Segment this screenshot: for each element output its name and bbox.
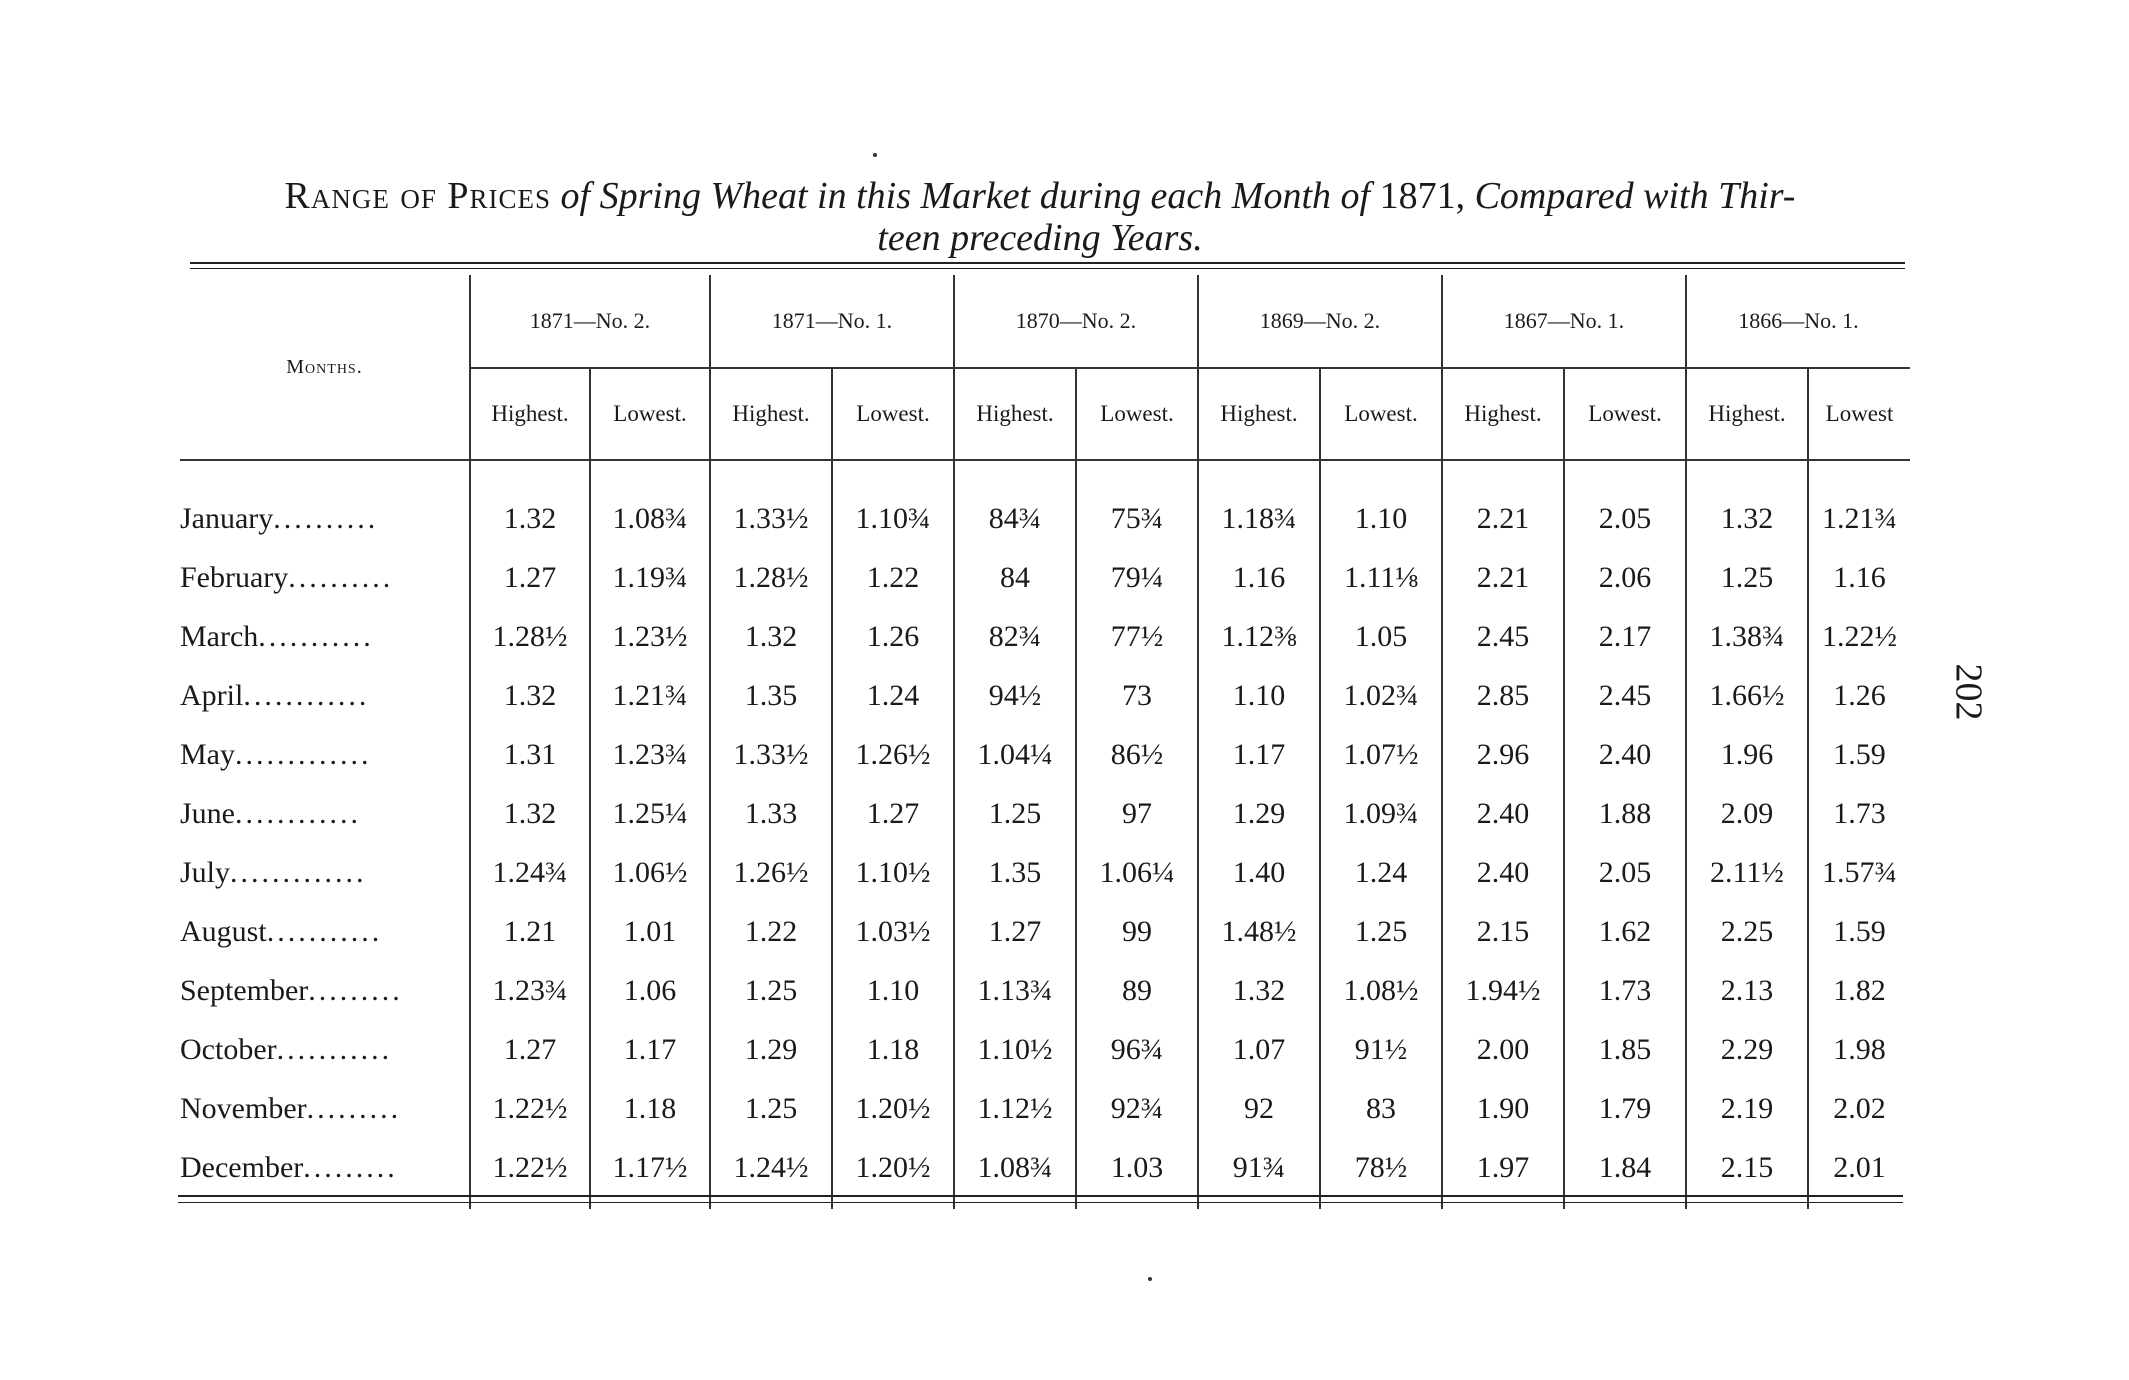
- title-prefix: Range of Prices: [284, 175, 552, 217]
- price-cell: 1.59: [1808, 902, 1910, 961]
- price-cell: 75¾: [1076, 460, 1198, 548]
- price-cell: 2.01: [1808, 1138, 1910, 1209]
- price-cell: 1.18¾: [1198, 460, 1320, 548]
- month-name: November: [180, 1091, 307, 1125]
- print-speck: [1148, 1277, 1152, 1281]
- table-row: [180, 1020, 1910, 1079]
- price-cell: 1.24: [1320, 843, 1442, 902]
- price-cell: 1.25: [710, 1079, 832, 1138]
- price-cell: 1.25¼: [590, 784, 710, 843]
- price-cell: 1.22: [832, 548, 954, 607]
- price-cell: 1.07: [1198, 1020, 1320, 1079]
- price-cell: 1.19¾: [590, 548, 710, 607]
- price-cell: 2.29: [1686, 1020, 1808, 1079]
- price-cell: 1.11⅛: [1320, 548, 1442, 607]
- month-cell: [180, 961, 470, 1020]
- price-cell: 2.45: [1442, 607, 1564, 666]
- leader-dots: ..........: [273, 501, 379, 535]
- table-row: [180, 843, 1910, 902]
- price-cell: 1.17: [590, 1020, 710, 1079]
- price-cell: 1.97: [1442, 1138, 1564, 1209]
- table-row: [180, 961, 1910, 1020]
- leader-dots: ...........: [276, 1032, 393, 1066]
- leader-dots: .........: [308, 973, 403, 1007]
- price-cell: 1.94½: [1442, 961, 1564, 1020]
- price-cell: 99: [1076, 902, 1198, 961]
- price-cell: 84¾: [954, 460, 1076, 548]
- price-cell: 1.03½: [832, 902, 954, 961]
- price-cell: 1.17½: [590, 1138, 710, 1209]
- title-compared: Compared with Thir-: [1474, 175, 1796, 217]
- price-cell: 1.09¾: [1320, 784, 1442, 843]
- price-cell: 1.96: [1686, 725, 1808, 784]
- table-row: [180, 666, 1910, 725]
- column-header: Highest.: [954, 368, 1076, 460]
- price-cell: 1.88: [1564, 784, 1686, 843]
- table-row: [180, 460, 1910, 548]
- price-cell: 96¾: [1076, 1020, 1198, 1079]
- column-header: Lowest.: [1076, 368, 1198, 460]
- price-cell: 2.05: [1564, 843, 1686, 902]
- price-cell: 2.21: [1442, 460, 1564, 548]
- month-name: April: [180, 678, 244, 712]
- month-name: October: [180, 1032, 277, 1066]
- month-cell: [180, 460, 470, 548]
- price-cell: 1.18: [832, 1020, 954, 1079]
- price-cell: 2.25: [1686, 902, 1808, 961]
- price-cell: 1.06: [590, 961, 710, 1020]
- month-cell: [180, 548, 470, 607]
- price-cell: 1.27: [954, 902, 1076, 961]
- table-row: [180, 784, 1910, 843]
- price-cell: 1.22½: [470, 1138, 590, 1209]
- group-header: 1871—No. 1.: [710, 275, 954, 368]
- price-cell: 2.06: [1564, 548, 1686, 607]
- month-name: September: [180, 973, 309, 1007]
- price-cell: 1.06½: [590, 843, 710, 902]
- price-cell: 78½: [1320, 1138, 1442, 1209]
- bottom-rule-thin: [178, 1202, 1903, 1203]
- price-cell: 83: [1320, 1079, 1442, 1138]
- price-cell: 1.26: [1808, 666, 1910, 725]
- price-cell: 1.10½: [954, 1020, 1076, 1079]
- column-header: Lowest.: [590, 368, 710, 460]
- title-of-2: of: [1340, 175, 1371, 217]
- price-cell: 1.24¾: [470, 843, 590, 902]
- price-cell: 1.35: [954, 843, 1076, 902]
- month-name: January: [180, 501, 274, 535]
- price-cell: 2.85: [1442, 666, 1564, 725]
- price-cell: 1.32: [710, 607, 832, 666]
- price-cell: 1.59: [1808, 725, 1910, 784]
- price-cell: 1.25: [1320, 902, 1442, 961]
- month-name: July: [180, 855, 231, 889]
- price-cell: 1.98: [1808, 1020, 1910, 1079]
- price-cell: 1.79: [1564, 1079, 1686, 1138]
- column-header: Highest.: [1686, 368, 1808, 460]
- price-cell: 2.21: [1442, 548, 1564, 607]
- price-cell: 1.28½: [470, 607, 590, 666]
- price-cell: 97: [1076, 784, 1198, 843]
- month-cell: [180, 843, 470, 902]
- column-header: Highest.: [1442, 368, 1564, 460]
- table-row: [180, 902, 1910, 961]
- price-cell: 2.96: [1442, 725, 1564, 784]
- price-cell: 1.20½: [832, 1138, 954, 1209]
- column-header: Highest.: [1198, 368, 1320, 460]
- column-header: Lowest: [1808, 368, 1910, 460]
- group-header: 1869—No. 2.: [1198, 275, 1442, 368]
- group-header: 1870—No. 2.: [954, 275, 1198, 368]
- price-cell: 92: [1198, 1079, 1320, 1138]
- group-header-row: [180, 275, 1910, 368]
- price-cell: 1.35: [710, 666, 832, 725]
- title-of: of: [560, 175, 591, 217]
- price-cell: 2.40: [1442, 784, 1564, 843]
- price-cell: 2.19: [1686, 1079, 1808, 1138]
- price-cell: 1.25: [710, 961, 832, 1020]
- price-cell: 1.48½: [1198, 902, 1320, 961]
- column-header: Highest.: [470, 368, 590, 460]
- price-cell: 1.32: [470, 784, 590, 843]
- column-header: Lowest.: [832, 368, 954, 460]
- leader-dots: .............: [235, 737, 372, 771]
- price-cell: 1.29: [710, 1020, 832, 1079]
- month-cell: [180, 607, 470, 666]
- price-cell: 1.12½: [954, 1079, 1076, 1138]
- price-cell: 1.33: [710, 784, 832, 843]
- price-cell: 2.02: [1808, 1079, 1910, 1138]
- top-rule: [190, 262, 1905, 264]
- price-cell: 1.21: [470, 902, 590, 961]
- price-cell: 91¾: [1198, 1138, 1320, 1209]
- leader-dots: ............: [243, 678, 370, 712]
- month-name: August: [180, 914, 267, 948]
- price-cell: 1.28½: [710, 548, 832, 607]
- price-cell: 1.03: [1076, 1138, 1198, 1209]
- month-cell: [180, 1020, 470, 1079]
- price-cell: 1.33½: [710, 460, 832, 548]
- months-header: Months.: [180, 275, 470, 460]
- month-name: March: [180, 619, 259, 653]
- month-cell: [180, 725, 470, 784]
- price-cell: 1.25: [1686, 548, 1808, 607]
- prices-table: [180, 275, 1910, 1209]
- price-cell: 1.22: [710, 902, 832, 961]
- price-cell: 2.15: [1442, 902, 1564, 961]
- price-cell: 1.18: [590, 1079, 710, 1138]
- price-cell: 1.57¾: [1808, 843, 1910, 902]
- month-cell: [180, 902, 470, 961]
- table-row: [180, 607, 1910, 666]
- price-cell: 1.10¾: [832, 460, 954, 548]
- price-cell: 2.45: [1564, 666, 1686, 725]
- price-cell: 1.29: [1198, 784, 1320, 843]
- price-cell: 1.66½: [1686, 666, 1808, 725]
- price-cell: 1.23½: [590, 607, 710, 666]
- title-year: 1871,: [1379, 175, 1466, 217]
- price-cell: 1.26: [832, 607, 954, 666]
- price-cell: 2.13: [1686, 961, 1808, 1020]
- price-cell: 86½: [1076, 725, 1198, 784]
- month-name: December: [180, 1150, 304, 1184]
- price-cell: 1.24: [832, 666, 954, 725]
- group-header: 1867—No. 1.: [1442, 275, 1686, 368]
- price-cell: 1.22½: [1808, 607, 1910, 666]
- price-cell: 1.32: [1198, 961, 1320, 1020]
- top-rule-thin: [190, 268, 1905, 269]
- leader-dots: ...........: [266, 914, 383, 948]
- price-cell: 94½: [954, 666, 1076, 725]
- price-cell: 1.24½: [710, 1138, 832, 1209]
- price-cell: 1.38¾: [1686, 607, 1808, 666]
- price-cell: 1.73: [1564, 961, 1686, 1020]
- price-cell: 1.73: [1808, 784, 1910, 843]
- table-row: [180, 725, 1910, 784]
- price-cell: 1.13¾: [954, 961, 1076, 1020]
- price-cell: 1.84: [1564, 1138, 1686, 1209]
- price-cell: 1.01: [590, 902, 710, 961]
- price-cell: 92¾: [1076, 1079, 1198, 1138]
- title-line-2: teen preceding Years.: [877, 217, 1203, 259]
- price-cell: 91½: [1320, 1020, 1442, 1079]
- price-cell: 1.16: [1198, 548, 1320, 607]
- price-cell: 1.85: [1564, 1020, 1686, 1079]
- price-cell: 2.00: [1442, 1020, 1564, 1079]
- price-cell: 1.33½: [710, 725, 832, 784]
- group-header: 1866—No. 1.: [1686, 275, 1910, 368]
- table-head: [180, 275, 1910, 460]
- leader-dots: ............: [235, 796, 361, 830]
- group-header: 1871—No. 2.: [470, 275, 710, 368]
- price-cell: 77½: [1076, 607, 1198, 666]
- leader-dots: ...........: [258, 619, 374, 653]
- leader-dots: .........: [303, 1150, 398, 1184]
- price-cell: 1.31: [470, 725, 590, 784]
- month-cell: [180, 666, 470, 725]
- leader-dots: .........: [306, 1091, 402, 1125]
- price-cell: 84: [954, 548, 1076, 607]
- title-spring: Spring Wheat in this Market during each Month: [599, 175, 1332, 217]
- table-title: [150, 175, 1930, 259]
- price-cell: 1.32: [470, 666, 590, 725]
- price-cell: 1.27: [470, 1020, 590, 1079]
- price-cell: 1.08¾: [590, 460, 710, 548]
- price-cell: 79¼: [1076, 548, 1198, 607]
- price-cell: 1.04¼: [954, 725, 1076, 784]
- price-cell: 1.17: [1198, 725, 1320, 784]
- price-cell: 1.10: [1320, 460, 1442, 548]
- month-cell: [180, 784, 470, 843]
- price-cell: 2.17: [1564, 607, 1686, 666]
- table-row: [180, 548, 1910, 607]
- price-cell: 1.26½: [710, 843, 832, 902]
- column-header: Lowest.: [1564, 368, 1686, 460]
- month-name: June: [180, 796, 235, 830]
- price-cell: 2.05: [1564, 460, 1686, 548]
- price-cell: 1.90: [1442, 1079, 1564, 1138]
- price-cell: 1.82: [1808, 961, 1910, 1020]
- price-cell: 82¾: [954, 607, 1076, 666]
- month-cell: [180, 1079, 470, 1138]
- price-cell: 1.21¾: [590, 666, 710, 725]
- price-cell: 1.40: [1198, 843, 1320, 902]
- price-cell: 1.32: [1686, 460, 1808, 548]
- price-cell: 1.08¾: [954, 1138, 1076, 1209]
- page-number: 202: [1947, 663, 1990, 721]
- price-cell: 1.25: [954, 784, 1076, 843]
- month-name: February: [180, 560, 289, 594]
- price-cell: 1.10: [832, 961, 954, 1020]
- price-cell: 1.27: [832, 784, 954, 843]
- price-cell: 1.08½: [1320, 961, 1442, 1020]
- price-cell: 1.27: [470, 548, 590, 607]
- price-cell: 1.07½: [1320, 725, 1442, 784]
- price-cell: 1.23¾: [590, 725, 710, 784]
- price-cell: 2.11½: [1686, 843, 1808, 902]
- price-cell: 1.20½: [832, 1079, 954, 1138]
- price-cell: 2.40: [1564, 725, 1686, 784]
- price-cell: 1.02¾: [1320, 666, 1442, 725]
- price-cell: 2.15: [1686, 1138, 1808, 1209]
- column-header: Highest.: [710, 368, 832, 460]
- table-row: [180, 1079, 1910, 1138]
- leader-dots: .............: [230, 855, 367, 889]
- price-cell: 1.32: [470, 460, 590, 548]
- price-cell: 1.10½: [832, 843, 954, 902]
- price-cell: 1.06¼: [1076, 843, 1198, 902]
- print-speck: [873, 153, 877, 157]
- price-cell: 1.16: [1808, 548, 1910, 607]
- table-body: [180, 460, 1910, 1209]
- price-cell: 1.21¾: [1808, 460, 1910, 548]
- month-cell: [180, 1138, 470, 1209]
- price-cell: 1.05: [1320, 607, 1442, 666]
- price-cell: 89: [1076, 961, 1198, 1020]
- month-name: May: [180, 737, 235, 771]
- price-cell: 1.12⅜: [1198, 607, 1320, 666]
- price-cell: 73: [1076, 666, 1198, 725]
- bottom-rule: [178, 1195, 1903, 1197]
- price-cell: 1.62: [1564, 902, 1686, 961]
- column-header: Lowest.: [1320, 368, 1442, 460]
- title-line-1: [150, 175, 1930, 217]
- price-cell: 1.10: [1198, 666, 1320, 725]
- leader-dots: ..........: [288, 560, 394, 594]
- price-cell: 2.40: [1442, 843, 1564, 902]
- price-cell: 2.09: [1686, 784, 1808, 843]
- table-row: [180, 1138, 1910, 1209]
- price-cell: 1.22½: [470, 1079, 590, 1138]
- price-cell: 1.23¾: [470, 961, 590, 1020]
- price-cell: 1.26½: [832, 725, 954, 784]
